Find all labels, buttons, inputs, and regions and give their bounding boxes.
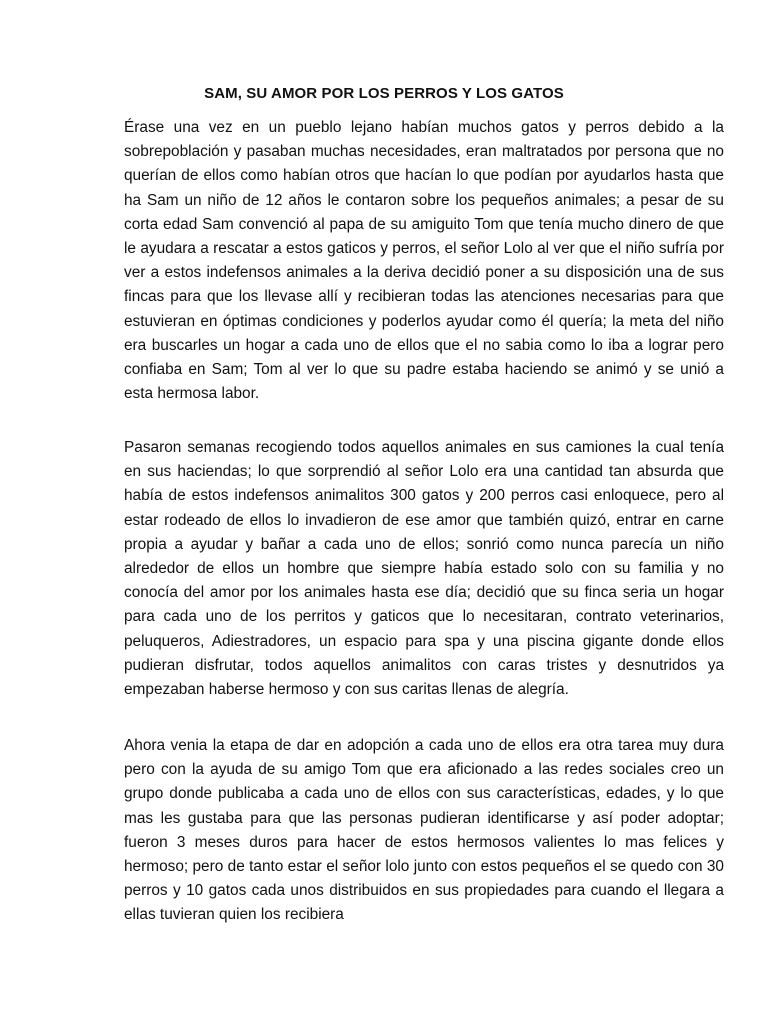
paragraph-3: Ahora venia la etapa de dar en adopción a cada uno de ellos era otra tarea muy dura pero con la ayuda de su amigo Tom que era aficionado a las redes sociales creo un grupo donde publicaba a cada uno de ellos con sus características, edades, y lo que mas les gustaba para que las personas pudieran identificarse y así poder adoptar; fueron 3 meses duros para hacer de estos hermosos valientes lo mas felices y hermoso; pero de tanto estar el señor lolo junto con estos pequeños el se quedo con 30 perros y 10 gatos cada unos distribuidos en sus propiedades para cuando el llegara a ellas tuvieran quien los recibiera	[124, 737, 724, 924]
paragraph-1: Érase una vez en un pueblo lejano habían muchos gatos y perros debido a la sobrepoblación y pasaban muchas necesidades, eran maltratados por persona que no querían de ellos como habían otros que hacían lo que podían por ayudarlos hasta que ha Sam un niño de 12 años le contaron sobre los pequeños animales; a pesar de su corta edad Sam convenció al papa de su amiguito Tom que tenía mucho dinero de que le ayudara a rescatar a estos gaticos y perros, el señor Lolo al ver que el niño sufría por ver a estos indefensos animales a la deriva decidió poner a su disposición una de sus fincas para que los llevase allí y recibieran todas las atenciones necesarias para que estuvieran en óptimas condiciones y poderlos ayudar como él quería; la meta del niño era buscarles un hogar a cada uno de ellos que el no sabia como lo iba a lograr pero confiaba en Sam; Tom al ver lo que su padre estaba haciendo se animó y se unió a esta hermosa labor.	[124, 119, 724, 403]
document-title: SAM, SU AMOR POR LOS PERROS Y LOS GATOS	[204, 85, 564, 102]
paragraph-2: Pasaron semanas recogiendo todos aquellos animales en sus camiones la cual tenía en sus haciendas; lo que sorprendió al señor Lolo era una cantidad tan absurda que había de estos indefensos animalitos 300 gatos y 200 perros casi enloquece, pero al estar rodeado de ellos lo invadieron de ese amor que también quizó, entrar en carne propia a ayudar y bañar a cada uno de ellos; sonrió como nunca parecía un niño alrededor de ellos un hombre que siempre había estado solo con su familia y no conocía del amor por los animales hasta ese día; decidió que su finca seria un hogar para cada uno de los perritos y gaticos que lo necesitaran, contrato veterinarios, peluqueros, Adiestradores, un espacio para spa y una piscina gigante donde ellos pudieran disfrutar, todos aquellos animalitos con caras tristes y desnutridos ya empezaban haberse hermoso y con sus caritas llenas de alegría.	[124, 439, 724, 699]
